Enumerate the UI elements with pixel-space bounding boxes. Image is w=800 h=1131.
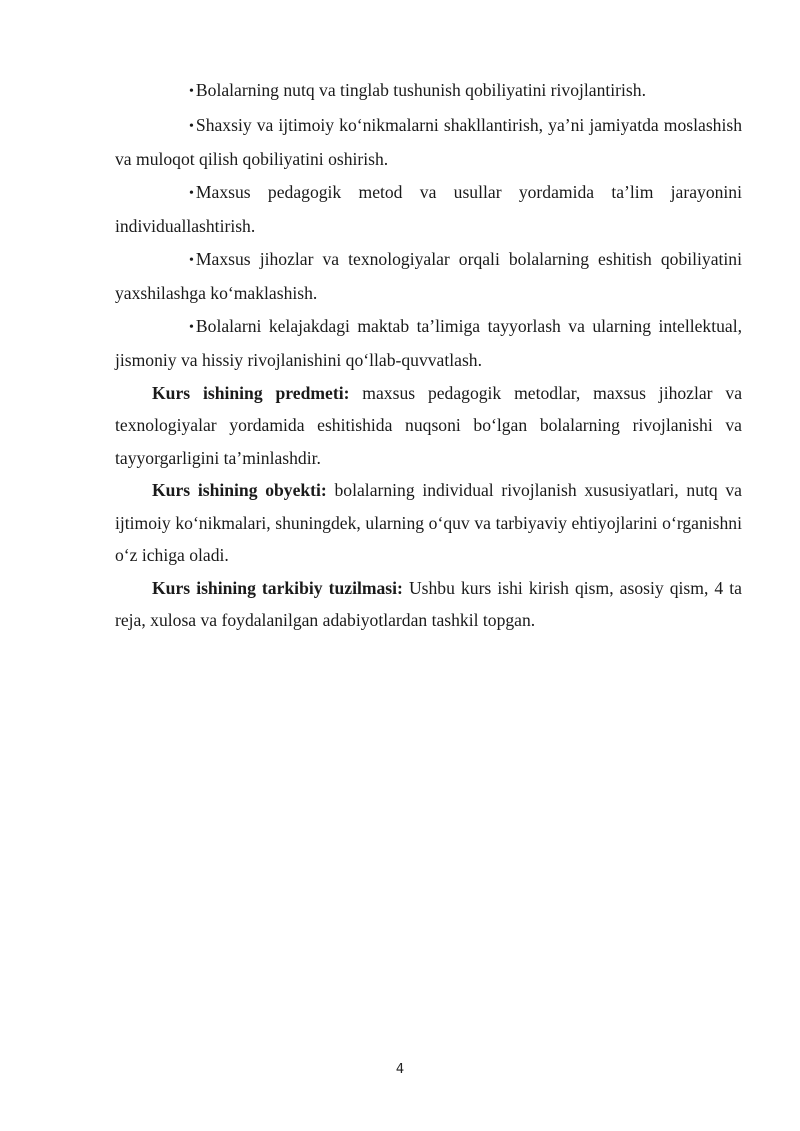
bullet-icon: • [189,319,194,335]
bullet-text: Maxsus pedagogik metod va usullar yordamida ta’lim jarayonini individuallashtirish. [115,181,742,236]
bullet-icon: • [189,185,194,201]
section-object [115,474,742,572]
section-text: Ushbu kurs ishi kirish qism, asosiy qism, 4 ta reja, xulosa va foydalanilgan adabiyotlardan tashkil topgan. [115,577,742,630]
bullet-item [115,310,742,377]
bullet-text: Maxsus jihozlar va texnologiyalar orqali bolalarning eshitish qobiliyatini yaxshilashga ko‘maklashish. [115,248,742,303]
bullet-text: Bolalarni kelajakdagi maktab ta’limiga tayyorlash va ularning intellektual, jismoniy va hissiy rivojlanishini qo‘llab-quvvatlash. [115,315,742,370]
page-number: 4 [395,1062,405,1077]
bullet-icon: • [189,84,194,99]
bullet-item [115,243,742,310]
bullet-item [115,176,742,243]
document-body [115,74,742,637]
section-term: Kurs ishining obyekti: [152,480,327,500]
section-term: Kurs ishining tarkibiy tuzilmasi: [152,577,403,598]
bullet-icon: • [189,118,194,134]
bullet-item [115,109,742,176]
bullet-icon: • [189,252,194,268]
bullet-item [115,74,742,109]
section-term: Kurs ishining predmeti: [152,382,350,403]
section-structure [115,572,742,637]
bullet-text: Shaxsiy va ijtimoiy ko‘nikmalarni shakllantirish, ya’ni jamiyatda moslashish va muloqot qilish qobiliyatini oshirish. [115,114,742,169]
bullet-text: Bolalarning nutq va tinglab tushunish qobiliyatini rivojlantirish. [195,80,646,100]
section-text: maxsus pedagogik metodlar, maxsus jihozlar va texnologiyalar yordamida eshitishida nuqsoni bo‘lgan bolalarning rivojlanishi va tayyorgarligini ta’minlashdir. [115,382,743,468]
section-subject [115,377,742,475]
section-text: bolalarning individual rivojlanish xususiyatlari, nutq va ijtimoiy ko‘nikmalari, shuningdek, ularning o‘quv va tarbiyaviy ehtiyojlarini o‘rganishni o‘z ichiga oladi. [115,480,742,565]
